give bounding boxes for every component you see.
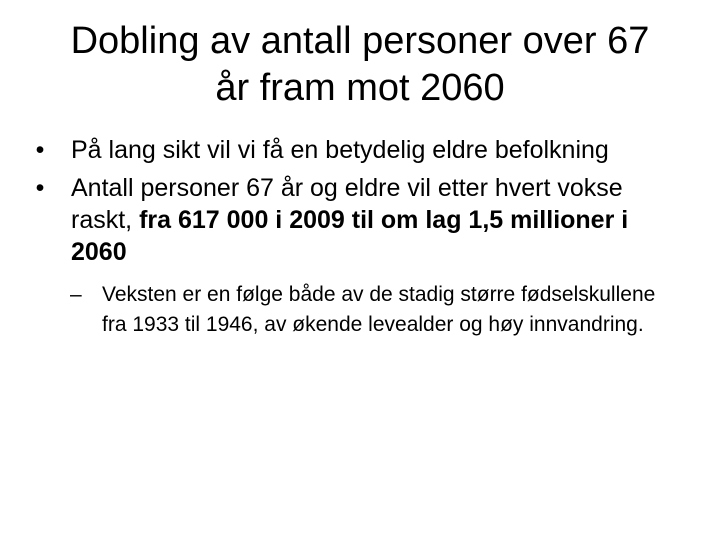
- bullet-item: [30, 134, 670, 166]
- bullet-item: [30, 172, 670, 268]
- bullet-text: Antall personer 67 år og eldre vil etter hvert vokse raskt,: [71, 174, 623, 234]
- bullet-marker: •: [35, 174, 45, 202]
- slide-title: [36, 18, 684, 112]
- bullet-text: På lang sikt vil vi få en betydelig eldre befolkning: [71, 136, 609, 164]
- sub-bullet-marker: –: [70, 283, 82, 306]
- bullet-marker: •: [35, 136, 45, 164]
- sub-bullet-item: [30, 280, 670, 340]
- slide-body: [30, 134, 670, 340]
- sub-bullet-text: Veksten er en følge både av de stadig større fødselskullene fra 1933 til 1946, av økende levealder og høy innvandring.: [102, 283, 656, 336]
- title-line-1: Dobling av antall personer over 67: [70, 20, 650, 62]
- bullet-bold-text: fra 617 000 i 2009 til om lag 1,5 millioner i 2060: [71, 206, 629, 266]
- title-line-2: år fram mot 2060: [215, 67, 505, 109]
